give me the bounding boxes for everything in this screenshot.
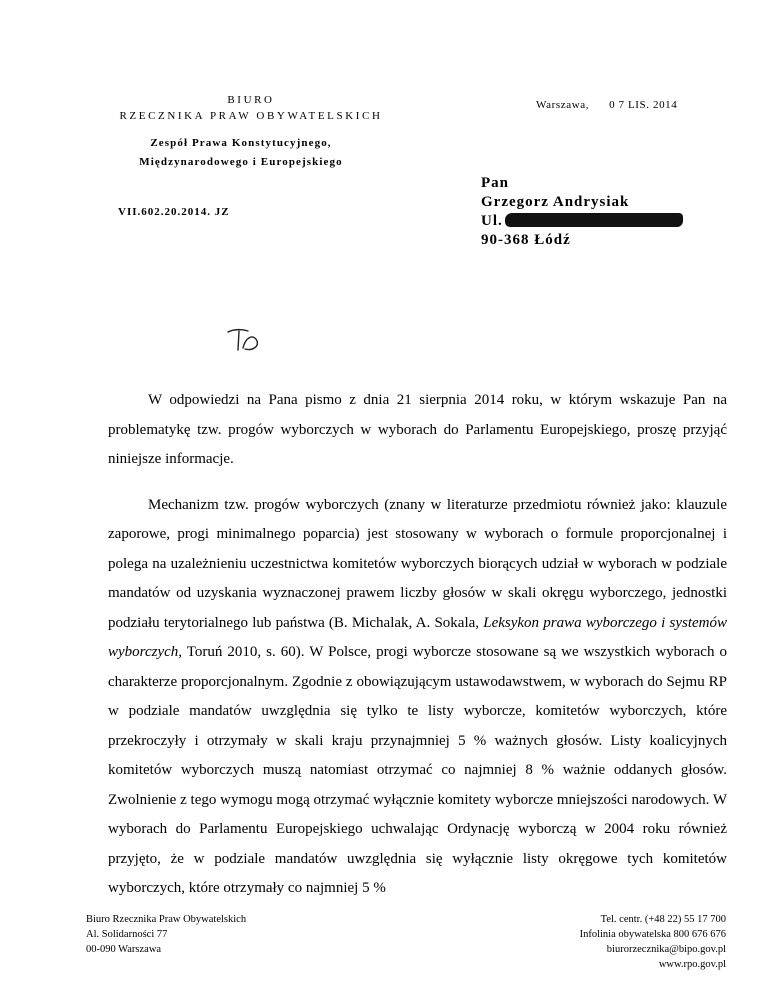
letter-date (536, 99, 677, 111)
footer-hotline: Infolinia obywatelska 800 676 676 (579, 929, 726, 940)
footer-address-line: Biuro Rzecznika Praw Obywatelskich (86, 914, 247, 925)
recipient-postal-city: 90-368 Łódź (481, 232, 571, 248)
footer-website: www.rpo.gov.pl (658, 959, 726, 970)
footer-contact (580, 912, 726, 972)
cited-book-title: Leksykon prawa wyborczego i systemów wyborczych, (108, 614, 727, 660)
recipient-address (481, 174, 683, 250)
paragraph-2-part-1: Mechanizm tzw. progów wyborczych (znany w literaturze przedmiotu również jako: klauzule zaporowe, progi minimalnego poparcia) jest stosowany w wyborach o formule proporcjonalnej i polega na uzależnieniu uczestnictwa komitetów wyborczych biorących udział w wyborach w podziale mandatów od uzyskania wyznaczonej prawem liczby głosów w skali okręgu wyborczego, jednostki podziału terytorialnego lub państwa (B. Michalak, A. Sokala, (108, 496, 727, 631)
recipient-salutation: Pan (481, 175, 510, 191)
body-paragraph-1: W odpowiedzi na Pana pismo z dnia 21 sierpnia 2014 roku, w którym wskazuje Pan na problematykę tzw. progów wyborczych w wyborach do Parlamentu Europejskiego, proszę przyjąć niniejsze informacje. (108, 392, 727, 467)
paragraph-2-part-2: Toruń 2010, s. 60). W Polsce, progi wyborcze stosowane są we wszystkich wyborach o charakterze proporcjonalnym. Zgodnie z obowiązującym ustawodawstwem, w wyborach do Sejmu RP w podziale mandatów uwzględnia się tylko te listy wyborcze, komitetów wyborczych, które przekroczyły i otrzymały w skali kraju przynajmniej 5 % ważnych głosów. Listy koalicyjnych komitetów wyborczych muszą natomiast otrzymać co najmniej 8 % ważnie oddanych głosów. Zwolnienie z tego wymogu mogą otrzymać wyłącznie komitety wyborcze mniejszości narodowych. W wyborach do Parlamentu Europejskiego uchwalając Ordynację wyborczą w 2004 roku również przyjęto, że w podziale mandatów uwzględnia się wyłącznie listy okręgowe tych komitetów wyborczych, które otrzymały co najmniej 5 % (108, 644, 727, 896)
footer-phone: Tel. centr. (+48 22) 55 17 700 (600, 914, 726, 925)
department-line1: Zespół Prawa Konstytucyjnego, (150, 137, 332, 149)
street-prefix: Ul. (481, 213, 503, 229)
recipient-street (481, 212, 683, 231)
letter-body (108, 386, 727, 904)
footer-email: biurorzecznika@bipo.gov.pl (606, 944, 726, 955)
office-name (86, 92, 416, 124)
reference-number: VII.602.20.2014. JZ (118, 206, 230, 218)
footer-address-line: 00-090 Warszawa (86, 944, 162, 955)
office-name-line2: RZECZNIKA PRAW OBYWATELSKICH (119, 110, 383, 122)
department-name (116, 134, 366, 172)
body-paragraph-2 (108, 491, 727, 904)
office-name-line1: BIURO (227, 94, 275, 106)
date-city: Warszawa, (536, 99, 590, 111)
redaction-bar (505, 213, 683, 227)
department-line2: Międzynarodowego i Europejskiego (139, 156, 343, 168)
footer-address-line: Al. Solidarności 77 (86, 929, 168, 940)
date-stamp: 0 7 LIS. 2014 (609, 99, 678, 111)
recipient-name: Grzegorz Andrysiak (481, 194, 630, 210)
handwritten-mark-icon (226, 326, 262, 356)
footer-address (86, 912, 246, 957)
